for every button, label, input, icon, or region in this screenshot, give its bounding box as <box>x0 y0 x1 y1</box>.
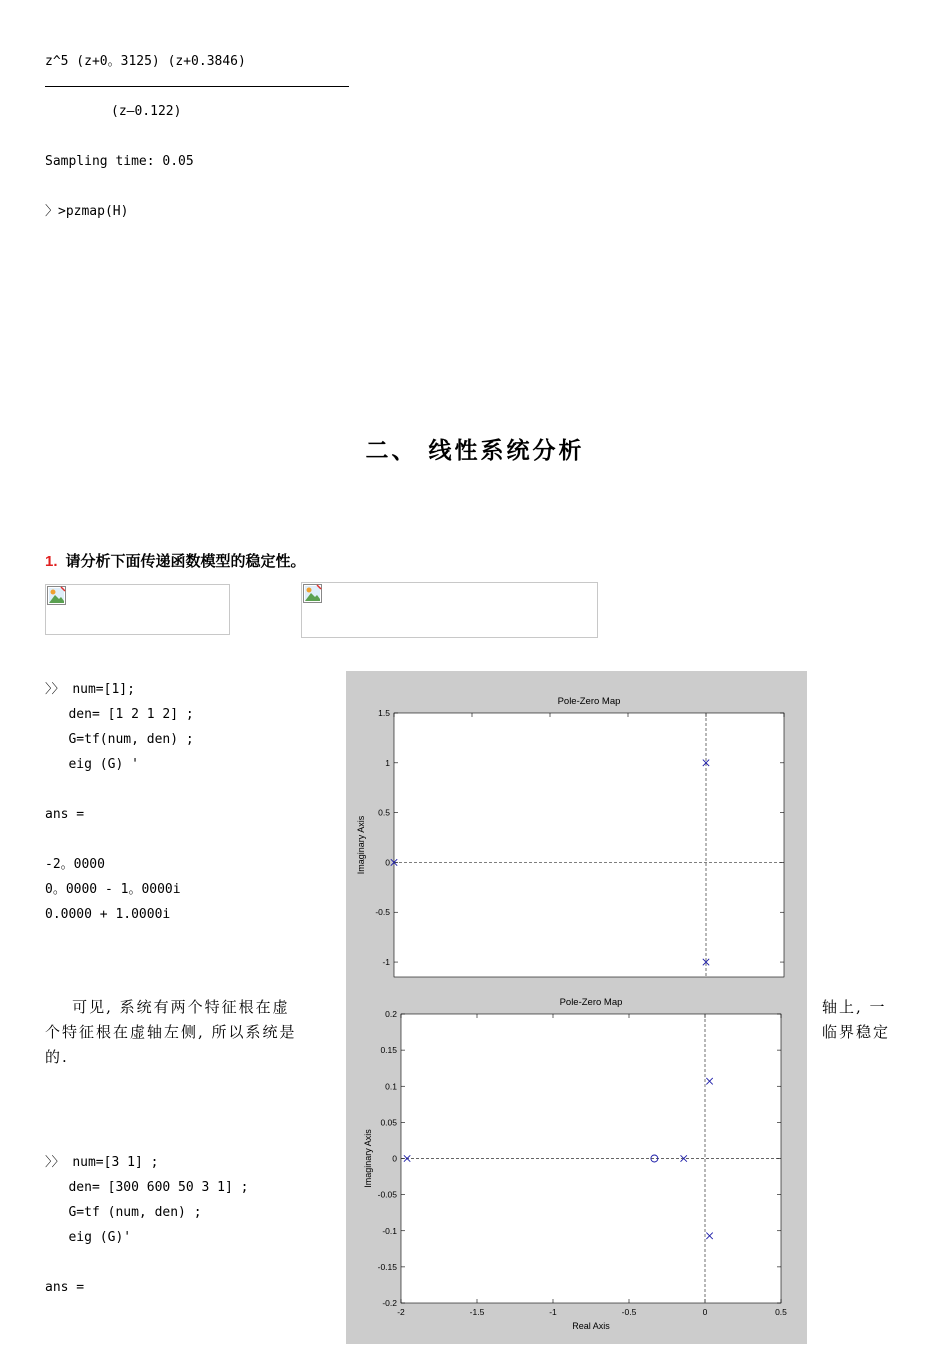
chart-title: Pole-Zero Map <box>557 696 621 707</box>
y-tick-label: -0.5 <box>375 907 390 918</box>
code-line: 0。0000 - 1。0000i <box>45 882 181 897</box>
code-line: 〉〉 num=[1]; <box>45 682 135 697</box>
figure-panel <box>346 671 807 1344</box>
y-tick-label: 0 <box>385 857 390 868</box>
y-tick-label: 0.2 <box>385 1009 397 1019</box>
para-right-2: 临界稳定 <box>822 1023 891 1041</box>
code-line: -2。0000 <box>45 857 105 872</box>
code-block-1 <box>45 677 194 927</box>
code-line <box>45 1250 249 1275</box>
tf-numerator: z^5 (z+0。3125) (z+0.3846) <box>45 54 246 69</box>
pzmap-command: 〉>pzmap(H) <box>45 204 129 219</box>
code-line: G=tf (num, den) ; <box>45 1205 202 1220</box>
tf-denominator: (z—0.122) <box>111 104 182 119</box>
code-line: ans = <box>45 1280 85 1295</box>
chart-title: Pole-Zero Map <box>559 997 623 1008</box>
code-line: 0.0000 + 1.0000i <box>45 907 171 922</box>
x-tick-label: -0.5 <box>621 1307 637 1317</box>
question-number: 1. <box>45 553 58 570</box>
code-line: eig (G) ' <box>45 757 139 772</box>
sampling-time: Sampling time: 0.05 <box>45 154 194 169</box>
code-block-2 <box>45 1150 249 1300</box>
x-tick-label: 0.5 <box>775 1307 787 1317</box>
x-tick-label: -2 <box>397 1307 405 1317</box>
code-line: 〉〉 num=[3 1] ; <box>45 1155 159 1170</box>
code-line: den= [1 2 1 2] ; <box>45 707 194 722</box>
code-line: G=tf(num, den) ; <box>45 732 194 747</box>
x-tick-label: -1.5 <box>469 1307 485 1317</box>
code-line: ans = <box>45 807 85 822</box>
y-axis-label: Imaginary Axis <box>356 815 366 875</box>
x-axis-label: Real Axis <box>572 1321 610 1331</box>
section-title: 二、 线性系统分析 <box>365 437 585 464</box>
question-text: 请分析下面传递函数模型的稳定性。 <box>65 552 306 570</box>
x-tick-label: 0 <box>702 1307 708 1317</box>
broken-image-1 <box>45 584 230 635</box>
plot-area <box>394 713 784 977</box>
y-tick-label: -0.2 <box>382 1298 397 1308</box>
y-tick-label: 1.5 <box>378 708 390 718</box>
y-tick-label: 0.5 <box>378 807 390 818</box>
broken-image-icon <box>303 584 322 603</box>
pole-zero-figure <box>346 671 807 1344</box>
y-tick-label: -0.15 <box>377 1261 397 1272</box>
para-line-3: 的. <box>45 1048 69 1066</box>
code-line: eig (G)' <box>45 1230 132 1245</box>
broken-image-2 <box>301 582 598 638</box>
x-tick-label: -1 <box>549 1307 557 1317</box>
para-right-1: 轴上, 一 <box>822 998 887 1016</box>
y-tick-label: 0.1 <box>385 1081 397 1092</box>
y-tick-label: -0.05 <box>377 1189 397 1200</box>
code-line <box>45 777 194 802</box>
y-tick-label: 0 <box>392 1153 397 1164</box>
y-tick-label: -0.1 <box>382 1225 397 1236</box>
broken-image-icon <box>47 586 66 605</box>
fraction-bar <box>45 86 349 87</box>
y-tick-label: 0.05 <box>380 1117 397 1128</box>
y-axis-label: Imaginary Axis <box>363 1129 373 1188</box>
code-line: den= [300 600 50 3 1] ; <box>45 1180 249 1195</box>
y-tick-label: 1 <box>385 757 390 768</box>
question-heading <box>45 550 306 571</box>
para-left-1: 可见, 系统有两个特征根在虚 <box>45 998 290 1016</box>
code-line <box>45 827 194 852</box>
y-tick-label: 0.15 <box>380 1045 397 1056</box>
y-tick-label: -1 <box>382 957 390 968</box>
para-left-2: 个特征根在虚轴左侧, 所以系统是 <box>45 1023 297 1041</box>
